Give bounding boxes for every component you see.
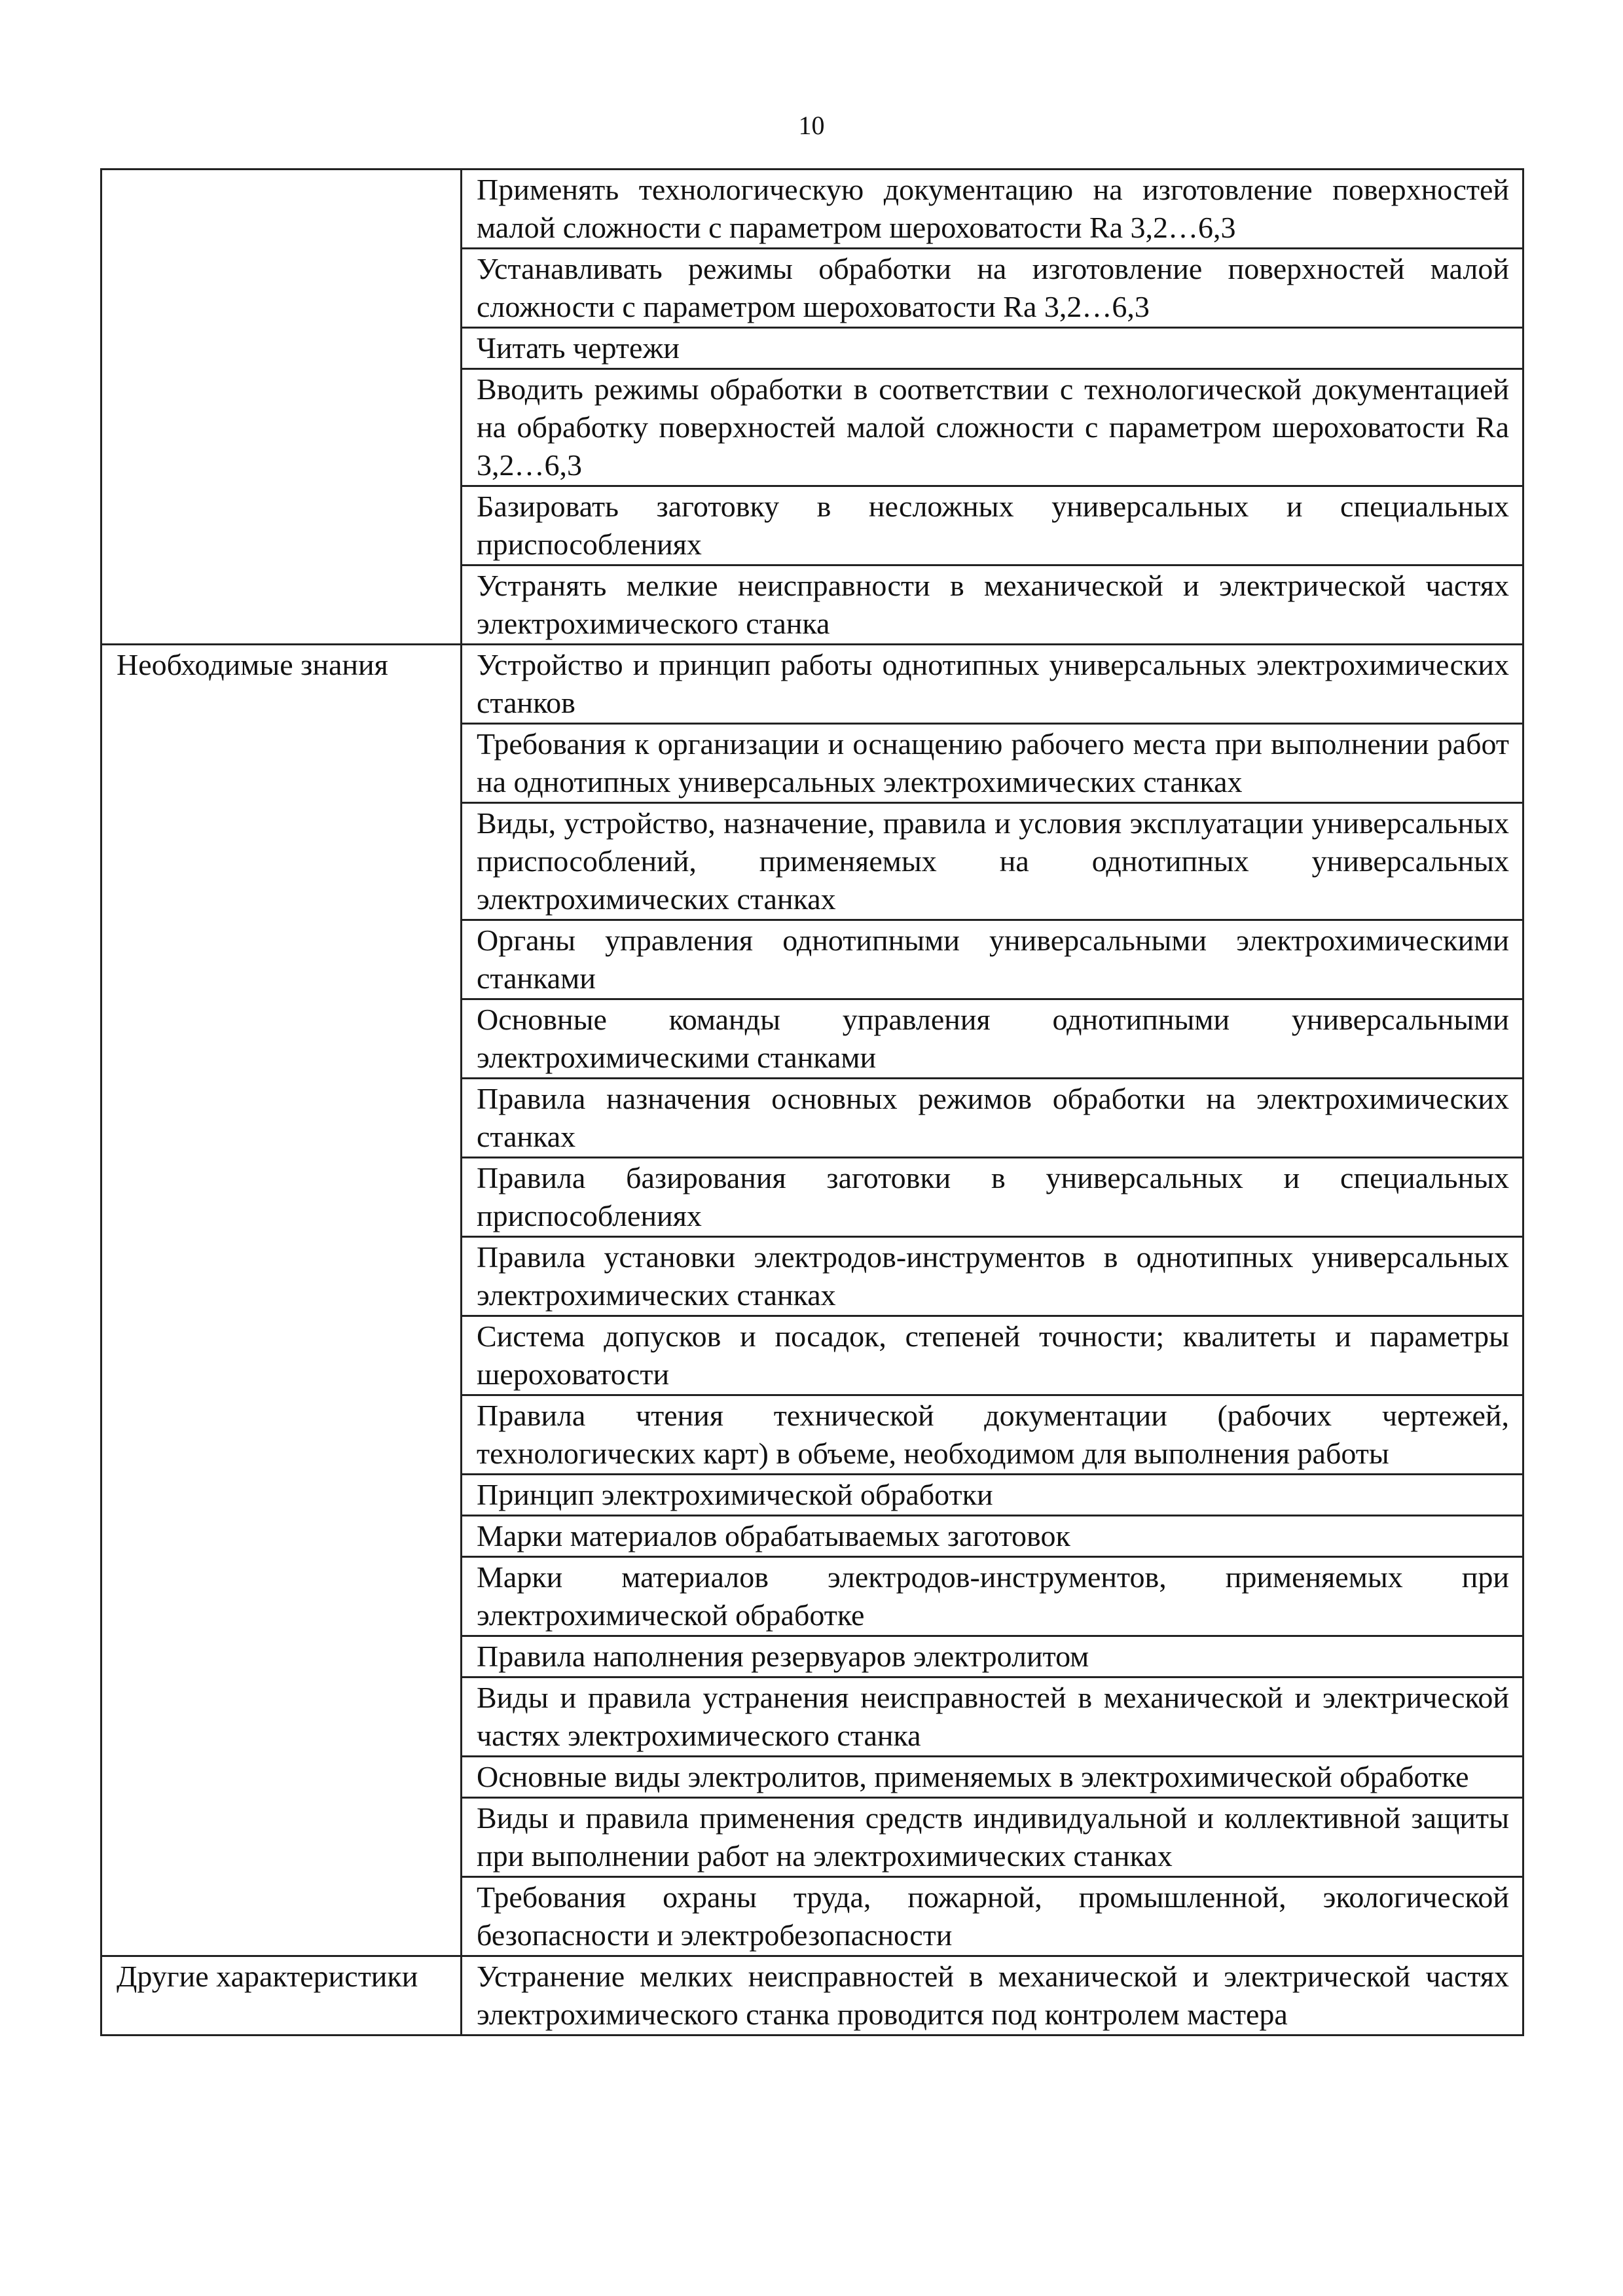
requirement-item-cell: Требования охраны труда, пожарной, промышленной, экологической безопасности и электробезопасности xyxy=(462,1877,1523,1956)
requirement-item-cell: Устанавливать режимы обработки на изготовление поверхностей малой сложности с параметром шероховатости Ra 3,2…6,3 xyxy=(462,249,1523,328)
requirement-item-cell: Требования к организации и оснащению рабочего места при выполнении работ на однотипных универсальных электрохимических станках xyxy=(462,724,1523,803)
requirement-item-cell: Правила наполнения резервуаров электролитом xyxy=(462,1636,1523,1677)
requirement-item-cell: Правила чтения технической документации (рабочих чертежей, технологических карт) в объеме, необходимом для выполнения работы xyxy=(462,1395,1523,1475)
requirement-item-cell: Устранять мелкие неисправности в механической и электрической частях электрохимического станка xyxy=(462,565,1523,645)
requirement-item-cell: Основные команды управления однотипными универсальными электрохимическими станками xyxy=(462,999,1523,1079)
requirement-item-cell: Виды и правила применения средств индивидуальной и коллективной защиты при выполнении работ на электрохимических станках xyxy=(462,1798,1523,1877)
table-row xyxy=(101,645,1523,724)
requirement-item-cell: Основные виды электролитов, применяемых в электрохимической обработке xyxy=(462,1757,1523,1798)
table-row xyxy=(101,1956,1523,2036)
requirements-table-body xyxy=(101,170,1523,2036)
requirement-item-cell: Правила назначения основных режимов обработки на электрохимических станках xyxy=(462,1079,1523,1158)
table-row xyxy=(101,170,1523,249)
requirement-item-cell: Виды, устройство, назначение, правила и условия эксплуатации универсальных приспособлений, применяемых на однотипных универсальных электрохимических станках xyxy=(462,803,1523,920)
section-title-cell: Необходимые знания xyxy=(101,645,462,1956)
requirement-item-cell: Вводить режимы обработки в соответствии с технологической документацией на обработку поверхностей малой сложности с параметром шероховатости Ra 3,2…6,3 xyxy=(462,369,1523,486)
requirements-table xyxy=(100,168,1524,2036)
requirement-item-cell: Правила установки электродов-инструментов в однотипных универсальных электрохимических станках xyxy=(462,1237,1523,1316)
page-number: 10 xyxy=(798,111,825,140)
requirement-item-cell: Принцип электрохимической обработки xyxy=(462,1475,1523,1516)
requirement-item-cell: Правила базирования заготовки в универсальных и специальных приспособлениях xyxy=(462,1158,1523,1237)
requirement-item-cell: Органы управления однотипными универсальными электрохимическими станками xyxy=(462,920,1523,999)
requirement-item-cell: Система допусков и посадок, степеней точности; квалитеты и параметры шероховатости xyxy=(462,1316,1523,1395)
section-title-cell xyxy=(101,170,462,645)
requirement-item-cell: Читать чертежи xyxy=(462,328,1523,369)
requirement-item-cell: Марки материалов электродов-инструментов, применяемых при электрохимической обработке xyxy=(462,1557,1523,1636)
requirement-item-cell: Виды и правила устранения неисправностей в механической и электрической частях электрохимического станка xyxy=(462,1677,1523,1757)
requirement-item-cell: Устранение мелких неисправностей в механической и электрической частях электрохимического станка проводится под контролем мастера xyxy=(462,1956,1523,2036)
requirement-item-cell: Базировать заготовку в несложных универсальных и специальных приспособлениях xyxy=(462,486,1523,565)
requirement-item-cell: Применять технологическую документацию на изготовление поверхностей малой сложности с параметром шероховатости Ra 3,2…6,3 xyxy=(462,170,1523,249)
requirement-item-cell: Устройство и принцип работы однотипных универсальных электрохимических станков xyxy=(462,645,1523,724)
requirement-item-cell: Марки материалов обрабатываемых заготовок xyxy=(462,1516,1523,1557)
section-title-cell: Другие характеристики xyxy=(101,1956,462,2036)
